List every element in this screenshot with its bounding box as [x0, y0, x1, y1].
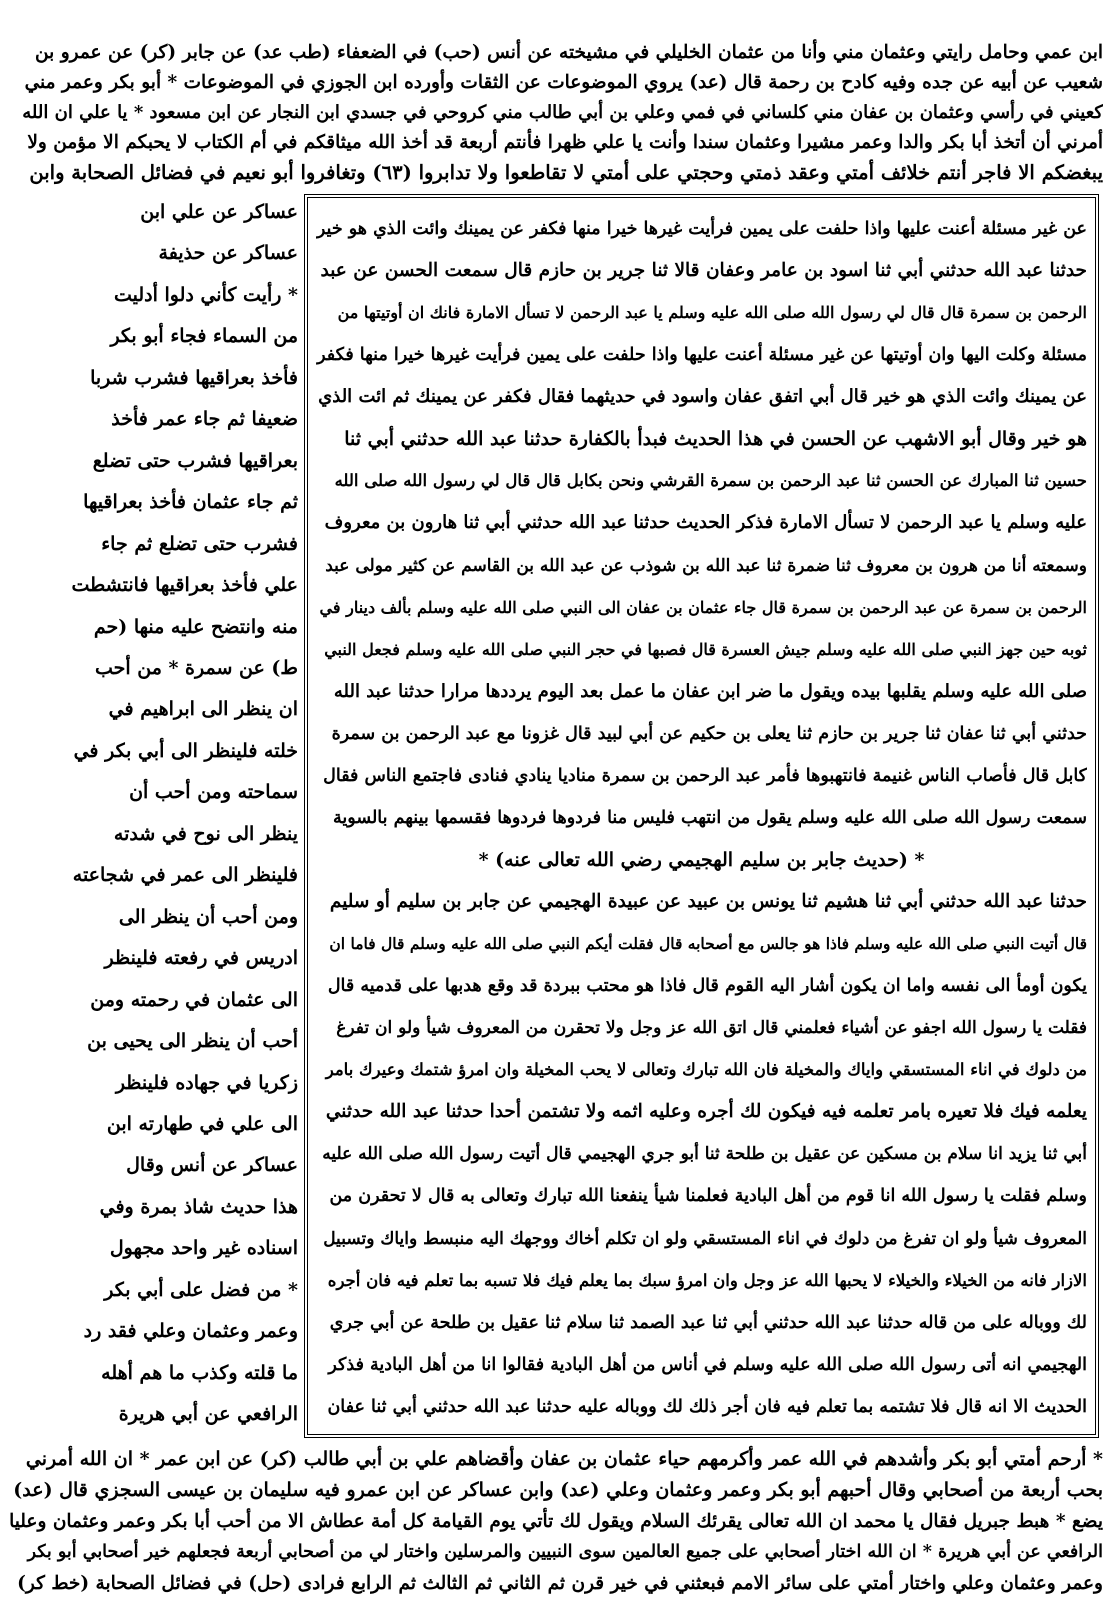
header-line: ابن عمي وحامل رايتي وعثمان مني وأنا من عثمان الخليلي في مشيخته عن أنس (حب) في الضعفاء (طب عد) عن جابر (كر) عن عمرو بن	[35, 42, 1103, 63]
main-line: ثوبه حين جهز النبي صلى الله عليه وسلم جيش العسرة قال فصبها في حجر النبي صلى الله عليه وسلم فجعل النبي	[324, 639, 1087, 659]
margin-line: فلينظر الى عمر في شجاعته	[72, 864, 298, 887]
margin-line: * رأيت كأني دلوا أدليت	[113, 283, 298, 306]
main-line: أبي ثنا يزيد انا سلام بن مسكين عن عقيل بن طلحة ثنا أبو جري الهجيمي قال أتيت رسول الله صلى الله عليه	[322, 1144, 1087, 1165]
main-line: عليه وسلم يا عبد الرحمن لا تسأل الامارة فذكر الحديث حدثنا عبد الله حدثني أبي ثنا هارون بن معروف	[324, 512, 1087, 534]
header-line: يبغضكم الا فاجر أنتم خلائف أمتي وعقد ذمتي وحجتي على أمتي لا تقاطعوا ولا تدابروا (٦٣) وتغافروا أبو نعيم في فضائل الصحابة وابن	[29, 161, 1103, 184]
main-line: سمعت رسول الله صلى الله عليه وسلم يقول من انتهب فليس منا فردوها فردوها فقسمها بينهم بالسوية	[333, 807, 1087, 828]
main-line: فقلت يا رسول الله اجفو عن أشياء فعلمني قال اتق الله عز وجل ولا تحقرن من المعروف شيأ ولو ان تفرغ	[336, 1018, 1087, 1039]
margin-line: خلته فلينظر الى أبي بكر في	[73, 739, 298, 762]
margin-line: ادريس في رفعته فلينظر	[104, 947, 298, 970]
margin-line: ينظر الى نوح في شدته	[113, 822, 298, 845]
main-line: صلى الله عليه وسلم يقلبها بيده ويقول ما ضر ابن عفان ما عمل بعد اليوم يرددها مرارا حدثنا عبد الله	[333, 680, 1087, 702]
main-line: الرحمن بن سمرة قال قال لي رسول الله صلى الله عليه وسلم يا عبد الرحمن لا تسأل الامارة فانك ان أوتيتها من	[337, 303, 1087, 323]
main-line: كابل قال فأصاب الناس غنيمة فانتهبوها فأمر عبد الرحمن بن سمرة مناديا ينادي فنادى فاجتمع الناس فقال	[323, 765, 1087, 786]
margin-line: ومن أحب أن ينظر الى	[118, 905, 298, 928]
main-line: يعلمه فيك فلا تعيره بامر تعلمه فيه فيكون لك أجره وعليه اثمه ولا تشتمن أحدا حدثنا عبد الله حدثني	[325, 1101, 1087, 1123]
main-line: الهجيمي انه أتى رسول الله صلى الله عليه وسلم في أناس من أهل البادية فقالوا انا من أهل البادية فذكر	[328, 1354, 1087, 1375]
margin-line: ان ينظر الى ابراهيم في	[108, 698, 298, 721]
margin-line: من السماء فجاء أبو بكر	[110, 325, 298, 348]
margin-line: منه وانتضح عليه منها (حم	[93, 615, 298, 638]
margin-line: ط) عن سمرة * من أحب	[94, 656, 298, 679]
main-line: المعروف شيأ ولو ان تفرغ من دلوك في اناء المستسقي ولو ان تكلم أخاك ووجهك اليه منبسط واياك وتسبيل	[323, 1228, 1087, 1249]
margin-line: علي فأخذ بعراقيها فانتشطت	[71, 574, 298, 597]
main-line: الازار فانه من الخيلاء والخيلاء لا يحبها الله عز وجل وان امرؤ سبك بما يعلم فيك فلا تسبه بما تعلم فيه فان أجره	[327, 1270, 1087, 1290]
margin-line: بعراقيها فشرب حتى تضلع	[92, 449, 298, 472]
margin-line: هذا حديث شاذ بمرة وفي	[99, 1195, 298, 1218]
margin-line: فشرب حتى تضلع ثم جاء	[101, 532, 298, 555]
section-heading: * (حديث جابر بن سليم الهجيمي رضي الله تعالى عنه) *	[478, 848, 925, 871]
margin-line: الرافعي عن أبي هريرة	[118, 1403, 298, 1426]
margin-line: اسناده غير واحد مجهول	[109, 1237, 298, 1260]
main-line: عن غير مسئلة أعنت عليها واذا حلفت على يمين فرأيت غيرها خيرا منها فكفر عن يمينك وائت الذي هو خير	[316, 219, 1087, 239]
header-line: أمرني أن أتخذ أبا بكر والدا وعمر مشيرا وعثمان سندا وأنت يا علي ظهرا فأنتم أربعة قد أخذ الله ميثاقكم في أم الكتاب لا يحبكم الا مؤمن ولا	[27, 132, 1103, 153]
main-line: لك ووباله على من قاله حدثنا عبد الله حدثني أبي ثنا عبد الصمد ثنا سلام ثنا عقيل بن طلحة عن أبي جري	[329, 1312, 1087, 1333]
main-line: قال أتيت النبي صلى الله عليه وسلم فاذا هو جالس مع أصحابه قال فقلت أيكم النبي صلى الله عليه وسلم قال فاما ان	[329, 934, 1087, 954]
footer-line: يضع * هبط جبريل فقال يا محمد ان الله تعالى يقرئك السلام ويقول لك تأتي يوم القيامة كل أمة عطاش الا من أحب أبا بكر وعمر وعثمان وعليا	[9, 1511, 1103, 1532]
margin-line: ثم جاء عثمان فأخذ بعراقيها	[83, 491, 298, 514]
main-text-body	[316, 208, 1087, 1428]
main-line: يكون أومأ الى نفسه واما ان يكون أشار اليه القوم قال فاذا هو محتب ببردة قد وقع هدبها على قدميه قال	[327, 976, 1087, 997]
margin-line: عساكر عن حذيفة	[158, 242, 298, 265]
margin-line: عساكر عن أنس وقال	[126, 1154, 298, 1177]
header-line: شعيب عن أبيه عن جده وفيه كادح بن رحمة قال (عد) يروي الموضوعات عن الثقات وأورده ابن الجوزي في الموضوعات * أبو بكر وعمر مني	[24, 72, 1103, 93]
margin-line: أحب أن ينظر الى يحيى بن	[87, 1030, 298, 1053]
margin-line: فأخذ بعراقيها فشرب شربا	[90, 366, 298, 389]
main-line: حسين ثنا المبارك عن الحسن ثنا عبد الرحمن بن سمرة القرشي ونحن بكابل قال قال لي رسول الله صلى الله	[334, 471, 1087, 491]
main-line: الرحمن بن سمرة عن عبد الرحمن بن سمرة قال جاء عثمان بن عفان الى النبي صلى الله عليه وسلم بألف دينار في	[319, 597, 1087, 617]
margin-line: زكريا في جهاده فلينظر	[115, 1071, 298, 1094]
main-line: حدثني أبي ثنا عفان ثنا جرير بن حازم ثنا يعلى بن حكيم عن أبي لبيد قال غزونا مع عبد الرحمن بن سمرة	[331, 723, 1087, 744]
footer-line: بحب أربعة من أصحابي وقال أحبهم أبو بكر وعمر وعثمان وعلي (عد) وابن عساكر عن ابن عمرو فيه سليمان بن عيسى السجزي قال (عد)	[13, 1479, 1103, 1501]
margin-line: وعمر وعثمان وعلي فقد رد	[83, 1320, 298, 1343]
main-line: مسئلة وكلت اليها وان أوتيتها عن غير مسئلة أعنت عليها واذا حلفت على يمين فرأيت غيرها خيرا منها فكفر	[317, 345, 1087, 366]
main-line: وسلم فقلت يا رسول الله انا قوم من أهل البادية فعلمنا شيأ ينفعنا الله تبارك وتعالى به قال لا تحقرن من	[329, 1186, 1087, 1207]
main-line: حدثنا عبد الله حدثني أبي ثنا هشيم ثنا يونس بن عبيد عن عبيدة الهجيمي عن جابر بن سليم أو سليم	[329, 891, 1087, 912]
footer-line: * أرحم أمتي أبو بكر وأشدهم في الله عمر وأكرمهم حياء عثمان بن عفان وأقضاهم علي بن أبي طالب (كر) عن ابن عمر * ان الله أمرني	[25, 1448, 1103, 1470]
main-line: وسمعته أنا من هرون بن معروف ثنا ضمرة ثنا عبد الله بن شوذب عن عبد الله بن القاسم عن كثير مولى عبد	[325, 555, 1087, 576]
footer-line: الرافعي عن أبي هريرة * ان الله اختار أصحابي على جميع العالمين سوى النبيين والمرسلين واختار لي من أصحابي أربعة فجعلهم خير أصحابي أبو بكر	[27, 1542, 1103, 1562]
main-line: من دلوك في اناء المستسقي واياك والمخيلة فان الله تبارك وتعالى لا يحب المخيلة وان امرؤ شتمك وعيرك بامر	[325, 1060, 1087, 1080]
header-line: كعيني في رأسي وعثمان بن عفان مني كلساني في فمي وعلي بن أبي طالب مني كروحي في جسدي ابن النجار عن ابن مسعود * يا علي ان الله	[22, 102, 1103, 123]
margin-line: ما قلته وكذب ما هم أهله	[101, 1361, 298, 1384]
main-line: هو خير وقال أبو الاشهب عن الحسن في هذا الحديث فبدأ بالكفارة حدثنا عبد الله حدثني أبي ثنا	[344, 428, 1087, 451]
main-line: عن يمينك وائت الذي هو خير قال أبي اتفق عفان واسود في حديثهما فقال فكفر عن يمينك ثم ائت الذي	[318, 386, 1087, 408]
footer-line: وعمر وعثمان وعلي واختار أمتي على سائر الامم فبعثني في خير قرن ثم الثاني ثم الثالث ثم الرابع فرادى (حل) في فضائل الصحابة (خط كر)	[17, 1573, 1103, 1594]
margin-line: عساكر عن علي ابن	[140, 201, 298, 223]
margin-line: الى عثمان في رحمته ومن	[90, 988, 298, 1011]
main-text-frame	[304, 194, 1099, 1438]
margin-commentary-column	[10, 192, 298, 1436]
main-line: الحديث الا انه قال فلا تشتمه بما تعلم فيه فان أجر ذلك لك ووباله عليه حدثنا عبد الله حدثني أبي ثنا عفان	[327, 1396, 1087, 1417]
margin-line: سماحته ومن أحب أن	[129, 781, 298, 804]
header-text-block	[8, 38, 1103, 188]
main-line: حدثنا عبد الله حدثني أبي ثنا اسود بن عامر وعفان قالا ثنا جرير بن حازم قال سمعت الحسن عن عبد	[320, 260, 1087, 282]
margin-line: ضعيفا ثم جاء عمر فأخذ	[111, 408, 298, 431]
footer-text-block	[8, 1444, 1103, 1599]
margin-line: * من فضل على أبي بكر	[104, 1278, 298, 1301]
margin-line: الى علي في طهارته ابن	[106, 1112, 298, 1135]
